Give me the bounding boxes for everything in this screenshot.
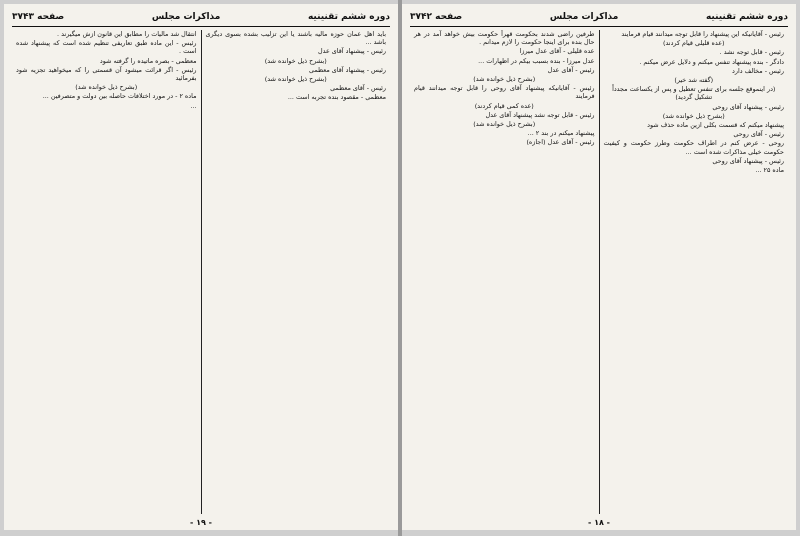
paragraph: (عده کمی قیام کردند)	[474, 101, 534, 110]
left-page-number: - ۱۹ -	[190, 518, 212, 527]
paragraph: دادگر - بنده پیشنهاد تنفس میکنم و دلایل عرض میکنم .	[639, 57, 784, 66]
paragraph: رئیس - پیشنهاد آقای روحی	[712, 156, 784, 165]
paragraph: رئیس - آقایانیکه پیشنهاد آقای روحی را قابل توجه میدانند قیام فرمایند	[414, 84, 595, 101]
paragraph: رئیس - آقایانیکه این پیشنهاد را قابل توجه میدانند قیام فرمایند	[621, 30, 784, 38]
left-page-column-1	[202, 30, 391, 514]
paragraph: معظمی - بصره ماتیده را گرفته شود	[99, 56, 197, 65]
left-header-title: مذاکرات مجلس	[151, 12, 221, 22]
right-header-page-label: صفحه ٣٧۴٢	[410, 12, 463, 22]
left-page	[4, 4, 398, 530]
paragraph: ماده ۲ - در مورد اختلافات حاصله بین دولت و متصرفین ...	[42, 92, 197, 101]
column-divider	[599, 30, 600, 514]
paragraph: رئیس - اگر قرائت میشود آن قسمتی را که میخواهید تجزیه شود بفرمائید	[16, 65, 197, 83]
left-header-page-label: صفحه ٣٧۴٣	[12, 12, 65, 22]
paragraph: (بشرح ذیل خوانده شد)	[264, 75, 327, 84]
paragraph: رئیس - آقای معظمی	[330, 84, 386, 93]
left-header-session: دوره ششم تقنینیه	[307, 12, 390, 22]
paragraph: رئیس - آقای عدل (اجازه)	[526, 138, 595, 147]
paragraph: رئیس - آقای روحی	[733, 130, 784, 139]
paragraph: (بشرح ذیل خوانده شد)	[473, 75, 536, 84]
right-page-number: - ۱۸ -	[588, 518, 610, 527]
paragraph: باید اهل عمان حوزه مالیه باشند یا این تزلیب بشده بسوی دیگری باشد ...	[205, 30, 386, 47]
right-page-header	[410, 10, 788, 27]
paragraph: روحی - عرض کنم در اطراف حکومت وطرز حکومت و کیفیت حکومت خیلی مذاکرات شده است ...	[603, 139, 784, 156]
paragraph: رئیس - قابل توجه نشد پیشنهاد آقای عدل	[485, 110, 595, 119]
paragraph: (بشرح ذیل خوانده شد)	[662, 111, 725, 120]
right-page-column-2	[410, 30, 599, 514]
right-header-title: مذاکرات مجلس	[549, 12, 619, 22]
paragraph: (بشرح ذیل خوانده شد)	[264, 56, 327, 65]
paragraph: رئیس - مخالف دارد	[732, 66, 784, 75]
paragraph: عده قلیلی - آقای عدل میرزا	[519, 47, 595, 56]
paragraph: (گفته شد خیر)	[674, 76, 714, 85]
right-page	[402, 4, 796, 530]
left-page-columns	[12, 30, 390, 514]
paragraph: (عده قلیلی قیام کردند)	[662, 39, 725, 48]
paragraph: معظمی - مقصود بنده تجربه است ...	[287, 93, 386, 102]
paragraph: پیشنهاد میکنم که قسمت بکلی ازین ماده حذف شود	[647, 121, 784, 130]
paragraph: رئیس - آقای عدل	[547, 65, 595, 74]
column-divider	[201, 30, 202, 514]
left-page-header	[12, 10, 390, 27]
paragraph: (در اینموقع جلسه برای تنفس تعطیل و پس از یکساعت مجدداً تشکیل گردید)	[612, 85, 776, 102]
right-header-session: دوره ششم تقنینیه	[705, 12, 788, 22]
paragraph: رئیس - پیشنهاد آقای معظمی	[309, 65, 386, 74]
left-page-column-2	[12, 30, 201, 514]
paragraph: ماده ۲۵ ...	[755, 166, 784, 175]
paragraph: پیشنهاد میکنم در بند ۲ ...	[527, 129, 595, 138]
paragraph: عدل میرزا - بنده بسبب بیکم در اظهارات ...	[478, 56, 595, 65]
paragraph: رئیس - قابل توجه نشد .	[719, 48, 784, 57]
paragraph: ...	[190, 101, 197, 110]
paragraph: (بشرح ذیل خوانده شد)	[473, 120, 536, 129]
right-page-columns	[410, 30, 788, 514]
paragraph: (بشرح ذیل خوانده شد)	[75, 83, 138, 92]
paragraph: طرفین راضی شدند بحکومت قهراً حکومت بیش خواهد آمد در هر حال بنده برای اینجا حکومت را لازم میدانم .	[414, 30, 595, 47]
paragraph: رئیس - پیشنهاد آقای روحی	[712, 102, 784, 111]
right-page-column-1	[600, 30, 789, 514]
paragraph: رئیس - پیشنهاد آقای عدل	[317, 47, 386, 56]
paragraph: رئیس - این ماده طبق تعاریفی تنظیم شده است که پیشنهاد شده است .	[16, 39, 197, 56]
paragraph: انتقال شد مالیات را مطابق این قانون ازش میگیرند .	[57, 30, 197, 38]
